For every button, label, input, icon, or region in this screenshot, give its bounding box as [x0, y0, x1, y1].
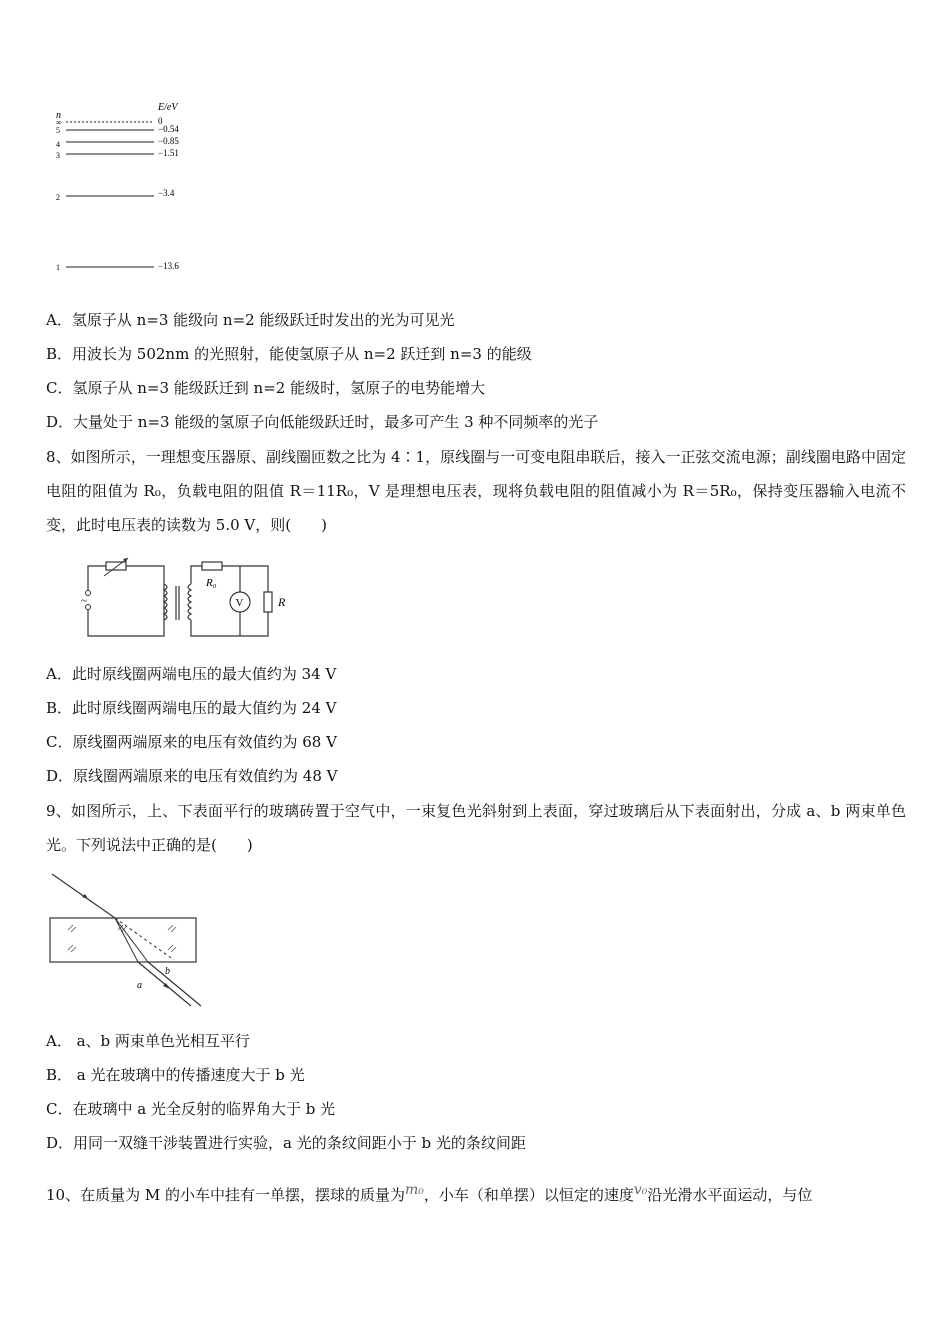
q7-option-c: C．氢原子从 n=3 能级跃迁到 n=2 能级时，氢原子的电势能增大	[46, 379, 486, 397]
secondary-coil	[188, 584, 191, 620]
level-e-2: −3.4	[158, 188, 175, 198]
m0-symbol: m₀	[404, 1182, 424, 1198]
ray-a-label: a	[137, 980, 142, 991]
q9-option-c: C．在玻璃中 a 光全反射的临界角大于 b 光	[46, 1100, 336, 1118]
level-e-inf: 0	[158, 116, 163, 126]
voltmeter-label: V	[235, 597, 244, 609]
glass-slab	[50, 918, 196, 962]
emergent-ray-b	[148, 962, 201, 1006]
ac-source-symbol: ~	[81, 595, 87, 607]
level-n-5: 5	[56, 126, 60, 135]
level-n-1: 1	[56, 263, 60, 272]
q7-option-b: B．用波长为 502nm 的光照射，能使氢原子从 n=2 跃迁到 n=3 的能级	[46, 345, 532, 363]
glass-slab-svg	[46, 868, 206, 1010]
q8-option-c: C．原线圈两端原来的电压有效值约为 68 V	[46, 733, 337, 751]
level-n-4: 4	[56, 140, 60, 149]
level-e-5: −0.54	[158, 124, 179, 134]
q7-option-d: D．大量处于 n=3 能级的氢原子向低能级跃迁时，最多可产生 3 种不同频率的光子	[46, 413, 599, 431]
primary-coil	[164, 584, 167, 620]
r-label: R	[278, 595, 286, 609]
q8-option-a: A．此时原线圈两端电压的最大值约为 34 V	[46, 665, 337, 683]
q8-option-b: B．此时原线圈两端电压的最大值约为 24 V	[46, 699, 337, 717]
energy-level-diagram	[50, 98, 210, 278]
level-e-1: −13.6	[158, 261, 179, 271]
q10-stem	[46, 1180, 812, 1205]
q8-stem: 8、如图所示，一理想变压器原、副线圈匝数之比为 4∶1，原线圈与一可变电阻串联后，接入一正弦交流电源；副线圈电路中固定电阻的阻值为 R₀，负载电阻的阻值 R＝11R₀，V 是理想电压表，现将负载电阻的阻值减小为 R＝5R₀，保持变压器输入电流不变，此时电压表的读数为 5.0 V，则( )	[46, 448, 906, 534]
v0-symbol: v₀	[633, 1182, 648, 1198]
glass-slab-figure	[46, 868, 206, 1010]
n-header: n	[56, 110, 61, 121]
q7-option-a: A．氢原子从 n=3 能级向 n=2 能级跃迁时发出的光为可见光	[46, 311, 455, 329]
ray-b-label: b	[165, 966, 170, 977]
level-n-3: 3	[56, 151, 60, 160]
load-resistor-r	[264, 592, 272, 612]
level-e-3: −1.51	[158, 148, 179, 158]
level-n-inf: ∞	[56, 118, 62, 127]
r0-label: R₀	[206, 577, 217, 589]
level-e-4: −0.85	[158, 136, 179, 146]
q10-part2: ，小车（和单摆）以恒定的速度	[423, 1186, 634, 1204]
transformer-circuit-svg	[78, 556, 308, 640]
q9-option-b: B． a 光在玻璃中的传播速度大于 b 光	[46, 1066, 305, 1084]
q10-part3: 沿光滑水平面运动，与位	[647, 1186, 813, 1204]
q9-stem: 9、如图所示，上、下表面平行的玻璃砖置于空气中，一束复色光斜射到上表面，穿过玻璃后从下表面射出，分成 a、b 两束单色光。下列说法中正确的是( )	[46, 802, 906, 854]
q9-option-d: D．用同一双缝干涉装置进行实验，a 光的条纹间距小于 b 光的条纹间距	[46, 1134, 526, 1152]
energy-level-svg	[50, 98, 210, 278]
level-n-2: 2	[56, 193, 60, 202]
fixed-resistor-r0	[202, 562, 222, 570]
transformer-circuit-figure	[78, 556, 308, 640]
q8-option-d: D．原线圈两端原来的电压有效值约为 48 V	[46, 767, 338, 785]
q10-part1: 10、在质量为 M 的小车中挂有一单摆，摆球的质量为	[46, 1186, 405, 1204]
variable-resistor	[106, 562, 126, 570]
e-header: E/eV	[158, 102, 178, 113]
q9-option-a: A． a、b 两束单色光相互平行	[46, 1032, 250, 1050]
